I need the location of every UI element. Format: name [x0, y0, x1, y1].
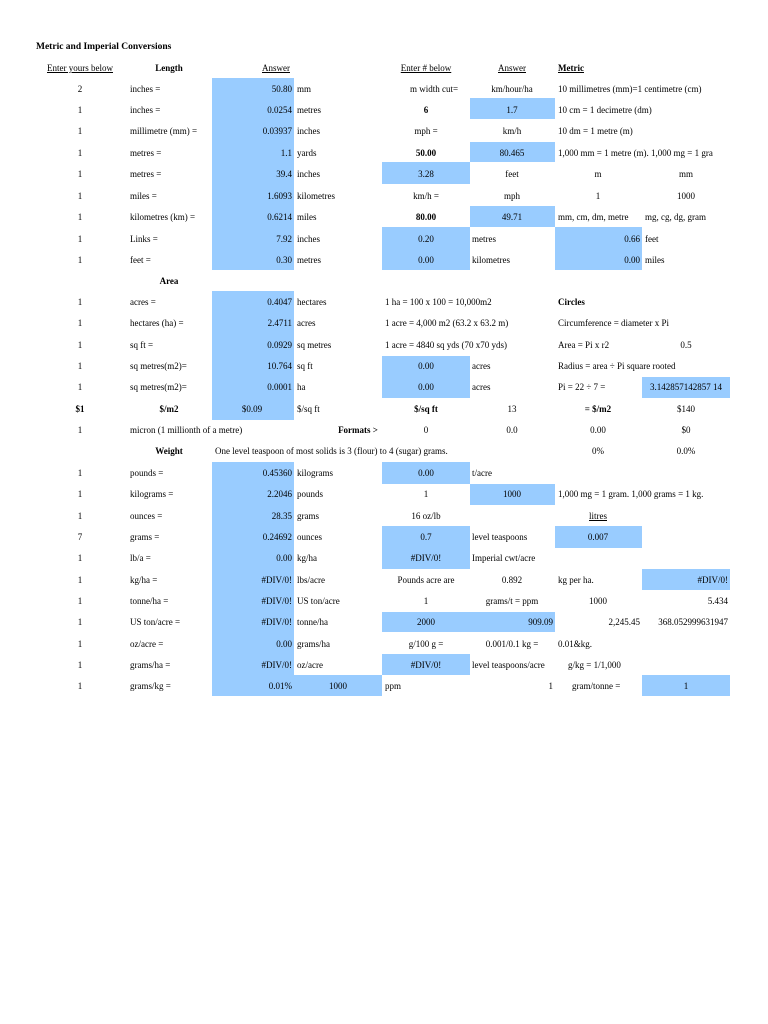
sheet-cell: 1000	[503, 489, 521, 499]
sheet-cell: kilometres	[472, 255, 510, 265]
sheet-cell: 2.2046	[267, 489, 292, 499]
sheet-cell: 13	[507, 404, 517, 414]
sheet-cell: feet =	[130, 255, 151, 265]
sheet-cell: 1,000 mg = 1 gram. 1,000 grams = 1 kg.	[558, 489, 704, 499]
sheet-cell: #DIV/0!	[261, 596, 292, 606]
sheet-cell: Links =	[130, 234, 158, 244]
sheet-cell: grams/t = ppm	[485, 596, 539, 606]
sheet-cell: 1	[77, 489, 83, 499]
sheet-cell: #DIV/0!	[261, 575, 292, 585]
sheet-cell: 1	[423, 489, 429, 499]
sheet-cell: tonne/ha	[297, 617, 328, 627]
column-header: Enter # below	[400, 63, 452, 73]
sheet-cell: US ton/acre =	[130, 617, 181, 627]
sheet-cell: 0.01%	[268, 681, 292, 691]
sheet-cell: 50.00	[415, 148, 437, 158]
sheet-cell: #DIV/0!	[410, 553, 442, 563]
sheet-cell: 0.03937	[262, 126, 292, 136]
sheet-cell: One level teaspoon of most solids is 3 (flour) to 4 (sugar) grams.	[215, 446, 448, 456]
sheet-cell: 1 acre = 4,000 m2 (63.2 x 63.2 m)	[385, 318, 509, 328]
sheet-cell: oz/acre =	[130, 639, 164, 649]
sheet-cell: feet	[505, 169, 519, 179]
sheet-cell: hectares	[297, 297, 327, 307]
sheet-cell: 1	[77, 681, 83, 691]
sheet-cell: 1	[683, 681, 689, 691]
sheet-cell: 1	[77, 425, 83, 435]
sheet-cell: 5.434	[707, 596, 728, 606]
sheet-cell: #DIV/0!	[261, 617, 292, 627]
highlight-cell-block	[212, 291, 294, 420]
sheet-cell: grams =	[130, 532, 160, 542]
sheet-cell: 1.7	[506, 105, 518, 115]
sheet-cell: 1 ha = 100 x 100 = 10,000m2	[385, 297, 492, 307]
sheet-cell: level teaspoons	[472, 532, 528, 542]
sheet-cell: #DIV/0!	[697, 575, 728, 585]
sheet-cell: 7.92	[276, 234, 292, 244]
sheet-cell: kg/ha =	[130, 575, 158, 585]
sheet-cell: mph	[503, 191, 521, 201]
sheet-cell: 1	[77, 596, 83, 606]
sheet-cell: pounds	[297, 489, 324, 499]
sheet-cell: #DIV/0!	[261, 660, 292, 670]
sheet-cell: 1 acre = 4840 sq yds (70 x70 yds)	[385, 340, 508, 350]
sheet-cell: 0.00	[624, 255, 640, 265]
sheet-cell: metres	[297, 105, 321, 115]
sheet-cell: 3.142857142857 14	[650, 382, 722, 392]
sheet-cell: tonne/ha =	[130, 596, 169, 606]
sheet-cell: 1	[77, 126, 83, 136]
sheet-cell: kg per ha.	[558, 575, 594, 585]
sheet-cell: 1000	[589, 596, 607, 606]
sheet-cell: sq ft =	[130, 340, 154, 350]
sheet-cell: m width cut=	[410, 84, 459, 94]
sheet-cell: feet	[645, 234, 659, 244]
sheet-cell: g/kg = 1/1,000	[568, 660, 621, 670]
sheet-cell: $140	[677, 404, 695, 414]
sheet-cell: 0.4047	[267, 297, 292, 307]
sheet-cell: inches	[297, 169, 320, 179]
sheet-cell: km/hour/ha	[491, 84, 533, 94]
sheet-cell: kilograms	[297, 468, 333, 478]
sheet-cell: miles =	[130, 191, 157, 201]
sheet-cell: Circles	[558, 297, 585, 307]
sheet-cell: mm	[678, 169, 694, 179]
column-header: Enter yours below	[47, 63, 113, 73]
sheet-cell: 1	[423, 596, 429, 606]
sheet-cell: $/sq ft	[297, 404, 320, 414]
sheet-cell: 0.01&kg.	[558, 639, 593, 649]
sheet-cell: 6	[423, 105, 429, 115]
sheet-title: Metric and Imperial Conversions	[36, 42, 172, 52]
sheet-cell: Radius = area ÷ Pi square rooted	[558, 361, 676, 371]
sheet-cell: inches	[297, 126, 320, 136]
sheet-cell: 0.45360	[262, 468, 292, 478]
sheet-cell: 50.80	[271, 84, 292, 94]
sheet-cell: sq metres	[297, 340, 332, 350]
column-header: Answer	[262, 63, 290, 73]
sheet-cell: 0.0%	[676, 446, 696, 456]
sheet-cell: 1	[77, 234, 83, 244]
sheet-cell: 39.4	[276, 169, 292, 179]
sheet-cell: kilometres (km) =	[130, 212, 196, 222]
sheet-cell: $1	[75, 404, 85, 414]
sheet-cell: 1	[77, 382, 83, 392]
sheet-cell: inches =	[130, 84, 161, 94]
column-header: Length	[155, 63, 183, 73]
sheet-cell: metres =	[130, 148, 162, 158]
sheet-cell: Formats >	[338, 425, 378, 435]
sheet-cell: m	[594, 169, 602, 179]
sheet-cell: oz/acre	[297, 660, 323, 670]
sheet-cell: 0.00	[418, 382, 434, 392]
sheet-cell: kilometres	[297, 191, 335, 201]
sheet-cell: 0.00	[418, 468, 434, 478]
sheet-cell: kg/ha	[297, 553, 317, 563]
sheet-cell: Pi = 22 ÷ 7 =	[558, 382, 606, 392]
sheet-cell: 1	[77, 361, 83, 371]
sheet-cell: metres =	[130, 169, 162, 179]
sheet-cell: acres	[472, 382, 491, 392]
sheet-cell: sq metres(m2)=	[130, 361, 187, 371]
sheet-cell: Area = Pi x r2	[558, 340, 610, 350]
sheet-cell: acres	[472, 361, 491, 371]
sheet-cell: 0.00	[418, 255, 434, 265]
sheet-cell: = $/m2	[584, 404, 612, 414]
sheet-cell: 0.00	[418, 361, 434, 371]
sheet-cell: Circumference = diameter x Pi	[558, 318, 670, 328]
sheet-cell: 0.00	[276, 553, 292, 563]
sheet-cell: hectares (ha) =	[130, 318, 184, 328]
sheet-cell: lb/a =	[130, 553, 151, 563]
sheet-cell: 0.001/0.1 kg =	[485, 639, 539, 649]
sheet-cell: 1	[77, 297, 83, 307]
sheet-cell: 2000	[417, 617, 435, 627]
sheet-cell: 1	[77, 553, 83, 563]
sheet-cell: 1000	[677, 191, 695, 201]
sheet-cell: lbs/acre	[297, 575, 325, 585]
sheet-cell: gram/tonne =	[572, 681, 621, 691]
sheet-cell: sq ft	[297, 361, 313, 371]
sheet-cell: sq metres(m2)=	[130, 382, 187, 392]
sheet-cell: 0.007	[587, 532, 609, 542]
sheet-cell: metres	[472, 234, 496, 244]
sheet-cell: $0	[681, 425, 691, 435]
sheet-cell: $/sq ft	[414, 404, 438, 414]
sheet-cell: 0.30	[276, 255, 292, 265]
column-header: Answer	[498, 63, 526, 73]
sheet-cell: 1	[77, 255, 83, 265]
sheet-cell: 10.764	[267, 361, 292, 371]
sheet-cell: micron (1 millionth of a metre)	[130, 425, 243, 435]
sheet-cell: mg, cg, dg, gram	[645, 212, 706, 222]
sheet-cell: 2,245.45	[608, 617, 640, 627]
sheet-cell: 1	[77, 575, 83, 585]
sheet-cell: ounces	[297, 532, 322, 542]
sheet-cell: 1	[77, 105, 83, 115]
sheet-cell: km/h	[502, 126, 522, 136]
sheet-cell: 0.24692	[262, 532, 292, 542]
sheet-cell: grams/kg =	[130, 681, 171, 691]
sheet-cell: 28.35	[271, 511, 292, 521]
sheet-cell: acres =	[130, 297, 156, 307]
sheet-cell: 1.1	[280, 148, 292, 158]
sheet-cell: 16 oz/lb	[411, 511, 441, 521]
sheet-cell: ounces =	[130, 511, 163, 521]
sheet-cell: 0.0929	[267, 340, 292, 350]
sheet-cell: 0%	[592, 446, 604, 456]
sheet-cell: 0.6214	[267, 212, 292, 222]
sheet-cell: $0.09	[241, 404, 263, 414]
sheet-cell: 80.00	[415, 212, 437, 222]
sheet-cell: ppm	[385, 681, 402, 691]
sheet-cell: acres	[297, 318, 316, 328]
sheet-cell: 1	[77, 340, 83, 350]
sheet-cell: mph =	[414, 126, 438, 136]
column-header: Metric	[558, 63, 584, 73]
sheet-cell: 10 dm = 1 metre (m)	[558, 126, 633, 136]
sheet-cell: inches =	[130, 105, 161, 115]
sheet-cell: 1	[595, 191, 601, 201]
sheet-cell: inches	[297, 234, 320, 244]
sheet-cell: 368.052999631947	[658, 617, 728, 627]
sheet-cell: litres	[589, 511, 607, 521]
sheet-cell: #DIV/0!	[410, 660, 442, 670]
sheet-cell: g/100 g =	[408, 639, 444, 649]
sheet-cell: km/h =	[413, 191, 439, 201]
sheet-cell: 1	[77, 511, 83, 521]
sheet-cell: 1	[77, 148, 83, 158]
sheet-cell: 1.6093	[267, 191, 292, 201]
sheet-cell: 0.0	[506, 425, 518, 435]
sheet-cell: 0.0254	[267, 105, 292, 115]
sheet-cell: 1	[77, 617, 83, 627]
sheet-cell: mm	[297, 84, 312, 94]
sheet-cell: 0.00	[276, 639, 292, 649]
sheet-cell: 1	[548, 681, 553, 691]
sheet-cell: miles	[297, 212, 317, 222]
sheet-cell: 1	[77, 212, 83, 222]
sheet-cell: 1	[77, 191, 83, 201]
sheet-cell: 0.5	[680, 340, 692, 350]
sheet-cell: 0.66	[624, 234, 640, 244]
sheet-cell: 10 cm = 1 decimetre (dm)	[558, 105, 652, 115]
sheet-cell: Area	[159, 276, 179, 286]
sheet-cell: Imperial cwt/acre	[472, 553, 536, 563]
sheet-cell: 0.00	[590, 425, 606, 435]
sheet-cell: 49.71	[501, 212, 523, 222]
sheet-cell: 0.892	[501, 575, 523, 585]
sheet-cell: millimetre (mm) =	[130, 126, 198, 136]
sheet-cell: 2	[77, 84, 83, 94]
sheet-cell: 3.28	[418, 169, 434, 179]
sheet-cell: 909.09	[528, 617, 553, 627]
sheet-cell: t/acre	[472, 468, 492, 478]
sheet-cell: grams/ha =	[130, 660, 171, 670]
sheet-cell: 1	[77, 639, 83, 649]
sheet-cell: 1	[77, 468, 83, 478]
sheet-cell: kilograms =	[130, 489, 174, 499]
sheet-cell: 7	[77, 532, 83, 542]
sheet-cell: level teaspoons/acre	[472, 660, 545, 670]
sheet-cell: 1	[77, 660, 83, 670]
sheet-cell: pounds =	[130, 468, 164, 478]
sheet-cell: Weight	[155, 446, 183, 456]
sheet-cell: 80.465	[499, 148, 525, 158]
sheet-cell: 0.0001	[267, 382, 292, 392]
sheet-cell: yards	[297, 148, 317, 158]
sheet-cell: 0.7	[420, 532, 432, 542]
sheet-cell: Pounds acre are	[397, 575, 455, 585]
sheet-cell: 10 millimetres (mm)=1 centimetre (cm)	[558, 84, 702, 94]
sheet-cell: US ton/acre	[297, 596, 340, 606]
sheet-cell: 0	[423, 425, 429, 435]
sheet-cell: 1	[77, 169, 83, 179]
sheet-cell: $/m2	[159, 404, 179, 414]
sheet-cell: 1	[77, 318, 83, 328]
sheet-cell: grams	[297, 511, 319, 521]
sheet-cell: metres	[297, 255, 321, 265]
sheet-cell: 1,000 mm = 1 metre (m). 1,000 mg = 1 gra	[558, 148, 713, 158]
sheet-cell: 2.4711	[267, 318, 292, 328]
sheet-cell: 1000	[329, 681, 347, 691]
sheet-cell: grams/ha	[297, 639, 330, 649]
sheet-cell: ha	[297, 382, 306, 392]
sheet-cell: mm, cm, dm, metre	[558, 212, 629, 222]
sheet-cell: 0.20	[418, 234, 434, 244]
sheet-cell: miles	[645, 255, 665, 265]
